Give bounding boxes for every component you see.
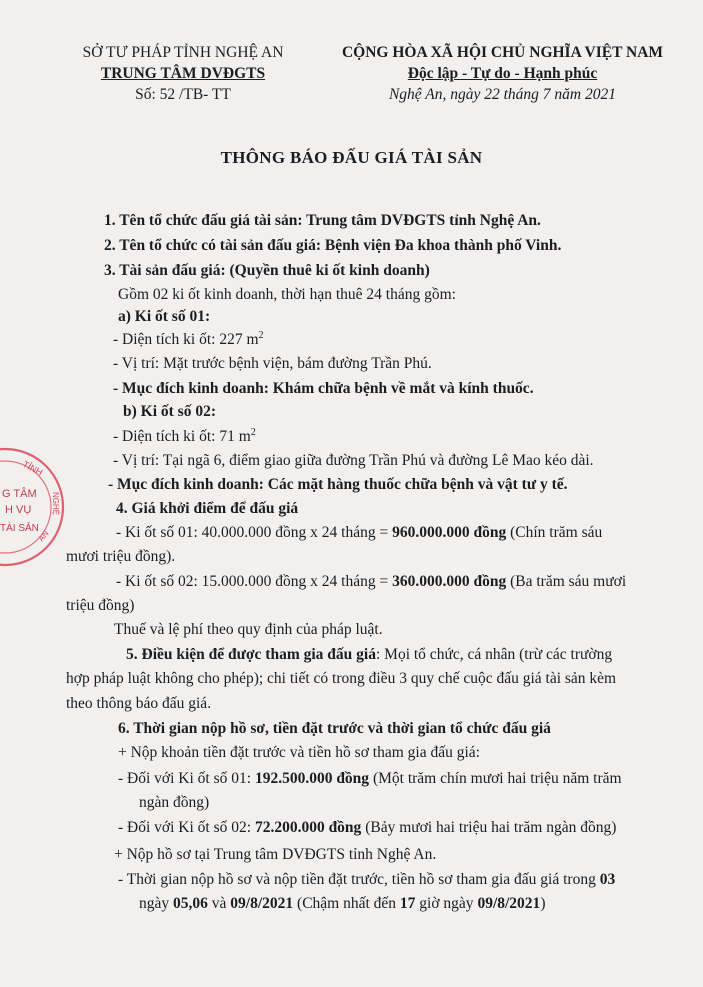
submit-time-cont [139,894,545,914]
price-kiosk-1-cont: mươi triệu đồng). [66,548,176,565]
t2: 05,06 [173,895,208,912]
item-2: 2. Tên tổ chức có tài sản đấu giá: Bệnh viện Đa khoa thành phố Vinh. [104,237,562,254]
price-kiosk-1-total: 960.000.000 đồng [392,524,507,541]
kiosk-1-purpose: - Mục đích kinh doanh: Khám chữa bệnh về mắt và kính thuốc. [113,380,534,397]
country-name: CỘNG HÒA XÃ HỘI CHỦ NGHĨA VIỆT NAM [341,44,664,61]
deposit-kiosk-2-words: (Bảy mươi hai triệu hai trăm ngàn đồng) [361,819,617,836]
stamp-text-6: AN [36,528,51,544]
submit-time [118,870,615,890]
deposit-kiosk-2-amount: 72.200.000 đồng [254,819,362,836]
price-kiosk-1-words: (Chín trăm sáu [506,524,603,541]
kiosk-2-location: - Vị trí: Tại ngã 6, điểm giao giữa đường Trần Phú và đường Lê Mao kéo dài. [113,452,594,469]
price-kiosk-1 [116,523,602,543]
kiosk-1-heading: a) Ki ốt số 01: [118,308,211,325]
item-6: 6. Thời gian nộp hồ sơ, tiền đặt trước và thời gian tổ chức đấu giá [118,720,551,737]
price-kiosk-2-cont: triệu đồng) [66,597,135,614]
price-kiosk-2-calc: - Ki ốt số 02: 15.000.000 đồng x 24 tháng = [116,573,393,590]
place-date: Nghệ An, ngày 22 tháng 7 năm 2021 [388,86,617,103]
stamp-text-4: TÀI SẢN [0,523,39,534]
assets-summary: Gồm 02 ki ốt kinh doanh, thời hạn thuê 24 tháng gồm: [118,286,456,303]
stamp-text-5: NGHỆ [51,492,60,516]
submit-time-text: - Thời gian nộp hồ sơ và nộp tiền đặt trước, tiền hồ sơ tham gia đấu giá trong [118,871,600,888]
t8: 09/8/2021 [477,895,541,912]
item-4: 4. Giá khởi điểm để đấu giá [116,500,299,517]
deposit-kiosk-1-cont: ngàn đồng) [139,794,210,811]
item-5-heading: 5. Điều kiện để được tham gia đấu giá [126,646,376,663]
item-5 [126,645,612,665]
stamp-text-3: H VỤ [5,504,32,516]
price-kiosk-2-total: 360.000.000 đồng [392,573,507,590]
org-name: SỞ TƯ PHÁP TỈNH NGHỆ AN [82,44,284,61]
kiosk-2-area-text: - Diện tích ki ốt: 71 m [113,428,251,445]
t3: và [207,895,231,912]
tax-note: Thuế và lệ phí theo quy định của pháp luật. [114,621,383,638]
submit-days-count: 03 [599,871,616,888]
kiosk-2-area-unit-sup: 2 [250,426,256,438]
item-5-cont-2: theo thông báo đấu giá. [66,695,212,712]
item-5-cont-1: hợp pháp luật không cho phép); chi tiết có trong điều 3 quy chế cuộc đấu giá tài sản kèm [66,670,617,687]
t1: ngày [139,895,174,912]
kiosk-1-location: - Vị trí: Mặt trước bệnh viện, bám đường Trần Phú. [113,355,432,372]
item-5-text: : Mọi tổ chức, cá nhân (trừ các trường [375,646,613,663]
t9: ) [540,895,546,912]
submit-location: + Nộp hồ sơ tại Trung tâm DVĐGTS tỉnh Nghệ An. [114,846,437,863]
kiosk-1-area-text: - Diện tích ki ốt: 227 m [113,331,259,348]
price-kiosk-1-calc: - Ki ốt số 01: 40.000.000 đồng x 24 tháng = [116,524,393,541]
deposit-kiosk-2-label: - Đối với Ki ốt số 02: [118,819,255,836]
item-3: 3. Tài sản đấu giá: (Quyền thuê ki ốt kinh doanh) [104,262,430,279]
kiosk-2-area [113,427,256,447]
t6: 17 [399,895,416,912]
item-1: 1. Tên tổ chức đấu giá tài sản: Trung tâm DVĐGTS tỉnh Nghệ An. [104,212,541,229]
t7: giờ ngày [415,895,478,912]
official-stamp [0,442,70,572]
deposit-kiosk-1-label: - Đối với Ki ốt số 01: [118,770,255,787]
kiosk-1-area [113,330,264,350]
kiosk-2-heading: b) Ki ốt số 02: [123,403,216,420]
deposit-kiosk-1 [118,769,622,789]
page-title: THÔNG BÁO ĐẤU GIÁ TÀI SẢN [220,148,483,167]
stamp-text-2: G TÂM [2,488,37,500]
center-name: TRUNG TÂM DVĐGTS [100,65,266,82]
deposit-heading: + Nộp khoản tiền đặt trước và tiền hồ sơ tham gia đấu giá: [118,744,480,761]
deposit-kiosk-2 [118,818,616,838]
kiosk-2-purpose: - Mục đích kinh doanh: Các mặt hàng thuốc chữa bệnh và vật tư y tế. [108,476,568,493]
document-number: Số: 52 /TB- TT [135,86,231,103]
price-kiosk-2-words: (Ba trăm sáu mươi [506,573,627,590]
header-right [330,42,675,105]
t4: 09/8/2021 [230,895,294,912]
motto: Độc lập - Tự do - Hạnh phúc [407,65,598,82]
stamp-text-1: TỈNH [21,458,45,478]
t5: (Chậm nhất đến [293,895,400,912]
deposit-kiosk-1-words: (Một trăm chín mươi hai triệu năm trăm [369,770,622,787]
header-left [58,42,308,105]
kiosk-1-area-unit-sup: 2 [258,329,264,341]
deposit-kiosk-1-amount: 192.500.000 đồng [254,770,370,787]
price-kiosk-2 [116,572,626,592]
